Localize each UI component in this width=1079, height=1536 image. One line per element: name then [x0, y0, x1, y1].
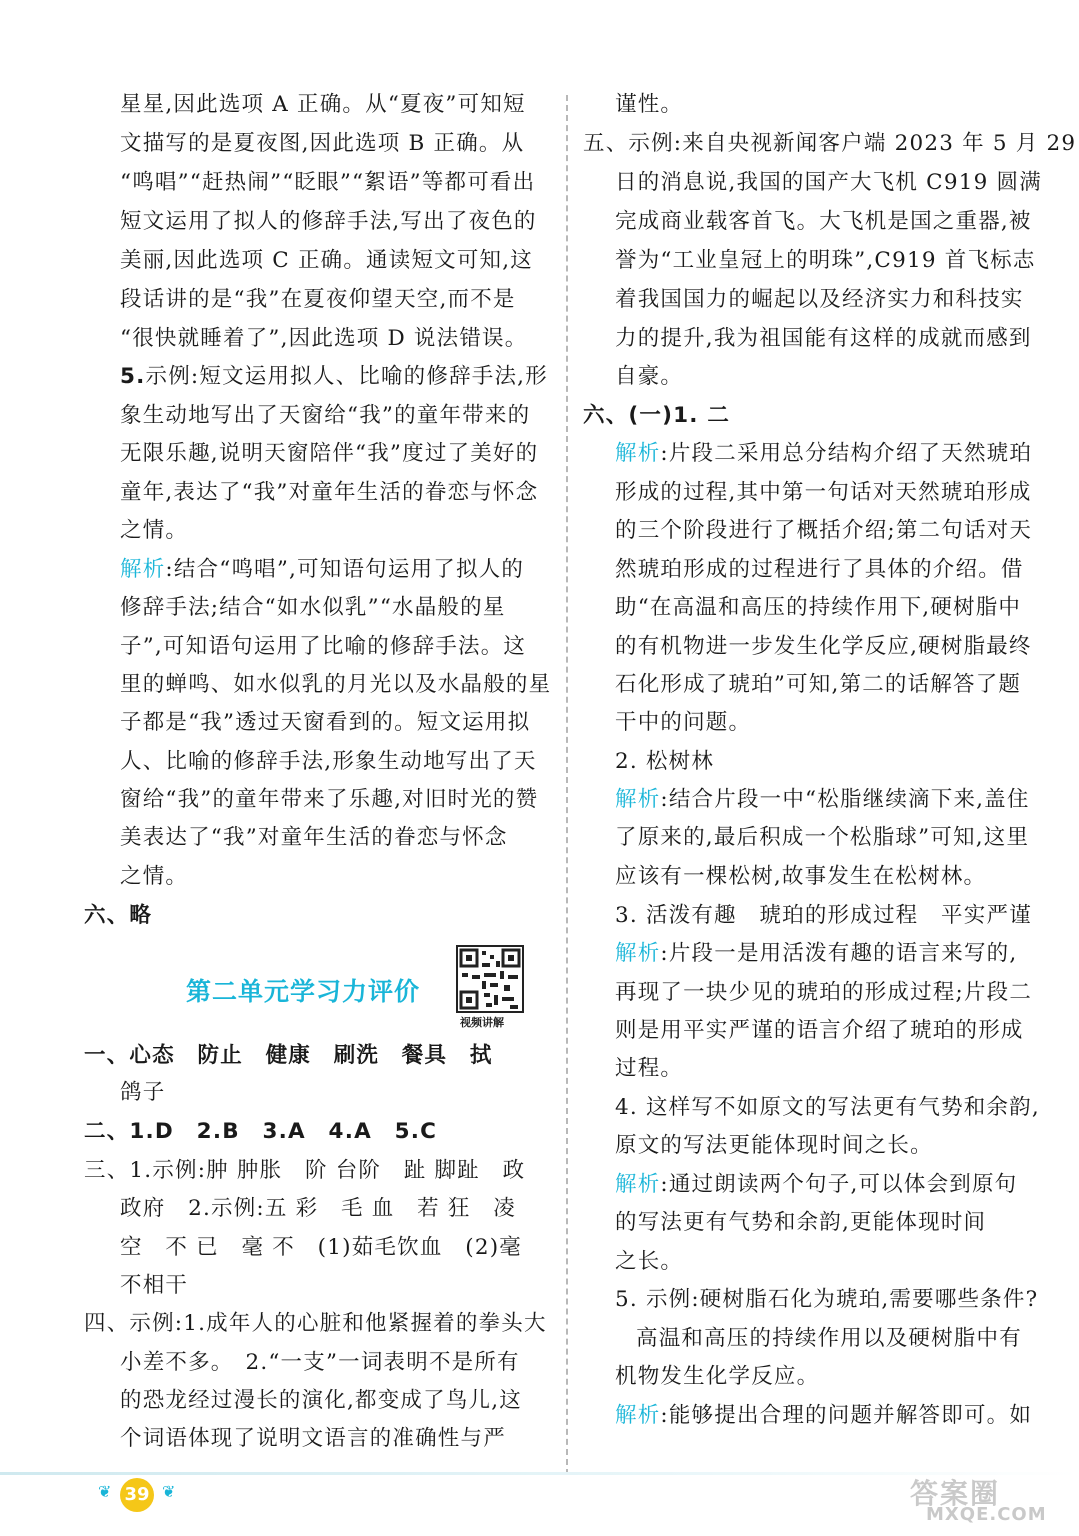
text-line: 不相干: [120, 1273, 189, 1298]
text-line: 子都是“我”透过天窗看到的。短文运用拟: [120, 710, 531, 735]
text-line: 文描写的是夏夜图,因此选项 B 正确。从: [120, 131, 525, 156]
text-line: 美丽,因此选项 C 正确。通读短文可知,这: [120, 248, 533, 273]
text-line: 段话讲的是“我”在夏夜仰望天空,而不是: [120, 287, 516, 312]
text-line: 誉为“工业皇冠上的明珠”,C919 首飞标志: [615, 248, 1036, 273]
watermark: 答案圈 MXQE.COM: [910, 1477, 1047, 1525]
analysis-tag: 解析: [120, 557, 166, 582]
text-line: 美表达了“我”对童年生活的眷恋与怀念: [120, 825, 508, 850]
text-line: 高温和高压的持续作用以及硬树脂中有: [636, 1326, 1022, 1351]
text-line: 石化形成了琥珀”可知,第二的话解答了题: [615, 672, 1022, 697]
text-line: 了原来的,最后积成一个松脂球”可知,这里: [615, 825, 1030, 850]
answer-4: 4. 这样写不如原文的写法更有气势和余韵,: [615, 1095, 1040, 1120]
text-line: 干中的问题。: [615, 710, 752, 735]
text-line: “鸣唱”“赶热闹”“眨眼”“絮语”等都可看出: [120, 170, 536, 195]
text-line: 日的消息说,我国的国产大飞机 C919 圆满: [615, 170, 1042, 195]
answer-5: 5.示例:短文运用拟人、比喻的修辞手法,形: [120, 364, 548, 389]
text-line: 星星,因此选项 A 正确。从“夏夜”可知短: [120, 92, 526, 117]
page-number: 39: [120, 1478, 154, 1512]
text-line: 过程。: [615, 1056, 684, 1081]
analysis: 解析:结合片段一中“松脂继续滴下来,盖住: [615, 787, 1030, 812]
analysis: 解析:能够提出合理的问题并解答即可。如: [615, 1403, 1033, 1428]
text-line: 象生动地写出了天窗给“我”的童年带来的: [120, 403, 531, 428]
analysis-tag: 解析: [615, 1403, 661, 1428]
text-line: 无限乐趣,说明天窗陪伴“我”度过了美好的: [120, 441, 539, 466]
text-line: 助“在高温和高压的持续作用下,硬树脂中: [615, 595, 1022, 620]
text-line: 机物发生化学反应。: [615, 1364, 820, 1389]
answer-2: 2. 松树林: [615, 749, 715, 774]
section-one: 一、心态 防止 健康 刷洗 餐具 拭: [84, 1043, 493, 1068]
section-six: 六、略: [84, 903, 153, 928]
text-line: 原文的写法更能体现时间之长。: [615, 1133, 933, 1158]
text-line: 空 不 已 毫 不 (1)茹毛饮血 (2)毫: [120, 1235, 522, 1260]
section-two: 二、1.D 2.B 3.A 4.A 5.C: [84, 1119, 438, 1144]
column-divider: [566, 95, 568, 1475]
text-line: 着我国国力的崛起以及经济实力和科技实: [615, 287, 1024, 312]
analysis-tag: 解析: [615, 787, 661, 812]
text-line: 个词语体现了说明文语言的准确性与严: [120, 1426, 506, 1451]
text-line: 修辞手法;结合“如水似乳”“水晶般的星: [120, 595, 506, 620]
text-line: 子”,可知语句运用了比喻的修辞手法。这: [120, 634, 527, 659]
text-line: 然琥珀形成的过程进行了具体的介绍。借: [615, 557, 1024, 582]
text-line: 则是用平实严谨的语言介绍了琥珀的形成: [615, 1018, 1024, 1043]
text-line: 童年,表达了“我”对童年生活的眷恋与怀念: [120, 480, 539, 505]
unit-title: 第二单元学习力评价: [186, 977, 421, 1006]
text-line: 里的蝉鸣、如水似乳的月光以及水晶般的星: [120, 672, 552, 697]
analysis-tag: 解析: [615, 1172, 661, 1197]
text-line: 窗给“我”的童年带来了乐趣,对旧时光的赞: [120, 787, 539, 812]
text-line: 力的提升,我为祖国能有这样的成就而感到: [615, 326, 1032, 351]
text-line: 之长。: [615, 1249, 684, 1274]
analysis: 解析:片段二采用总分结构介绍了天然琥珀: [615, 441, 1033, 466]
answer-5: 5. 示例:硬树脂石化为琥珀,需要哪些条件?: [615, 1287, 1039, 1312]
text-line: 的恐龙经过漫长的演化,都变成了鸟儿,这: [120, 1388, 522, 1413]
text-line: 之情。: [120, 518, 189, 543]
leaf-icon: ❦: [162, 1482, 176, 1501]
qr-label: 视频讲解: [460, 1016, 504, 1029]
answer-3: 3. 活泼有趣 琥珀的形成过程 平实严谨: [615, 903, 1032, 928]
text-line: 的有机物进一步发生化学反应,硬树脂最终: [615, 634, 1032, 659]
analysis: 解析:结合“鸣唱”,可知语句运用了拟人的: [120, 557, 525, 582]
analysis-tag: 解析: [615, 441, 661, 466]
leaf-icon: ❦: [98, 1482, 112, 1501]
section-four: 四、示例:1.成年人的心脏和他紧握着的拳头大: [84, 1311, 547, 1336]
text-line: “很快就睡着了”,因此选项 D 说法错误。: [120, 326, 528, 351]
section-three: 三、1.示例:肿 肿胀 阶 台阶 趾 脚趾 政: [84, 1158, 526, 1183]
text-line: 的三个阶段进行了概括介绍;第二句话对天: [615, 518, 1033, 543]
text-line: 之情。: [120, 864, 189, 889]
analysis: 解析:通过朗读两个句子,可以体会到原句: [615, 1172, 1018, 1197]
analysis: 解析:片段一是用活泼有趣的语言来写的,: [615, 941, 1018, 966]
text-line: 形成的过程,其中第一句话对天然琥珀形成: [615, 480, 1032, 505]
section-six-answer: 六、(一)1. 二: [583, 403, 731, 428]
text-line: 短文运用了拟人的修辞手法,写出了夜色的: [120, 209, 537, 234]
text-line: 再现了一块少见的琥珀的形成过程;片段二: [615, 980, 1033, 1005]
text-line: 鸽子: [120, 1080, 166, 1105]
text-line: 政府 2.示例:五 彩 毛 血 若 狂 凌: [120, 1196, 516, 1221]
text-line: 完成商业载客首飞。大飞机是国之重器,被: [615, 209, 1032, 234]
text-line: 人、比喻的修辞手法,形象生动地写出了天: [120, 749, 537, 774]
text-line: 的写法更有气势和余韵,更能体现时间: [615, 1210, 987, 1235]
text-line: 小差不多。 2.“一支”一词表明不是所有: [120, 1350, 520, 1375]
analysis-tag: 解析: [615, 941, 661, 966]
qr-code[interactable]: [456, 945, 524, 1013]
text-line: 谨性。: [615, 92, 684, 117]
text-line: 自豪。: [615, 364, 684, 389]
section-five: 五、示例:来自央视新闻客户端 2023 年 5 月 29: [583, 131, 1077, 156]
text-line: 应该有一棵松树,故事发生在松树林。: [615, 864, 987, 889]
